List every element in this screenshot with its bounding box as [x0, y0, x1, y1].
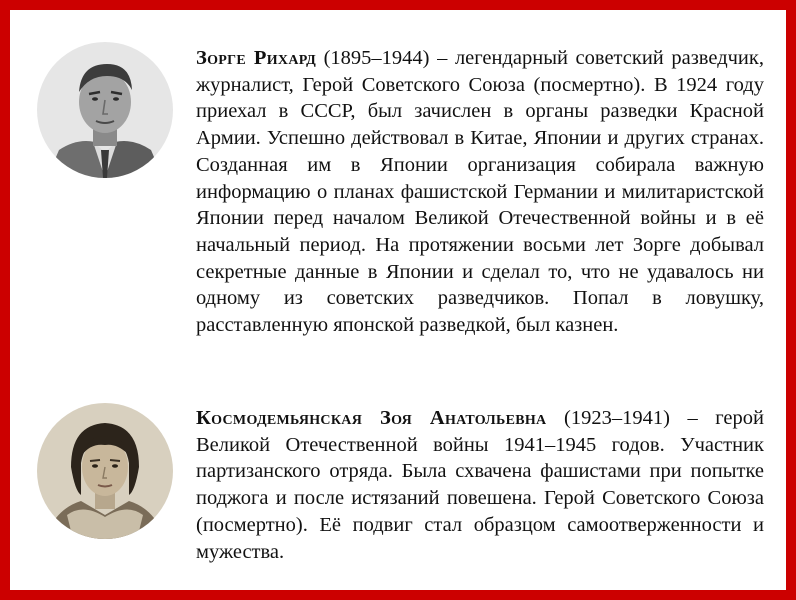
person-name: Космодемьянская Зоя Анатольевна	[196, 407, 547, 429]
life-years: (1923–1941)	[564, 407, 670, 429]
life-years: (1895–1944)	[323, 47, 430, 69]
portrait-kosmodemyanskaya	[37, 403, 173, 539]
page-frame	[10, 10, 786, 590]
biography-description: – герой Великой Отечественной войны 1941–1945 годов. Участник партизанского отряда. Была схвачена фашистами при попытке поджога и после истязаний повешена. Герой Советского Союза (посмертно). Её подвиг стал образцом самоотверженности и мужества.	[196, 407, 764, 563]
portrait-sorge	[37, 42, 173, 178]
biography-text	[196, 405, 764, 565]
biography-text	[196, 45, 764, 339]
person-name: Зорге Рихард	[196, 47, 317, 69]
biography-description: – легендарный советский разведчик, журналист, Герой Советского Союза (посмертно). В 1924 году приехал в СССР, был зачислен в органы разведки Красной Армии. Успешно действовал в Китае, Японии и других странах. Созданная им в Японии организация собирала важную информацию о планах фашистской Германии и милитаристской Японии перед началом Великой Отечественной войны и в её начальный период. На протяжении восьми лет Зорге добывал секретные данные в Японии и сделал то, что не удавалось ни одному из советских разведчиков. Попал в ловушку, расставленную японской разведкой, был казнен.	[196, 47, 764, 337]
